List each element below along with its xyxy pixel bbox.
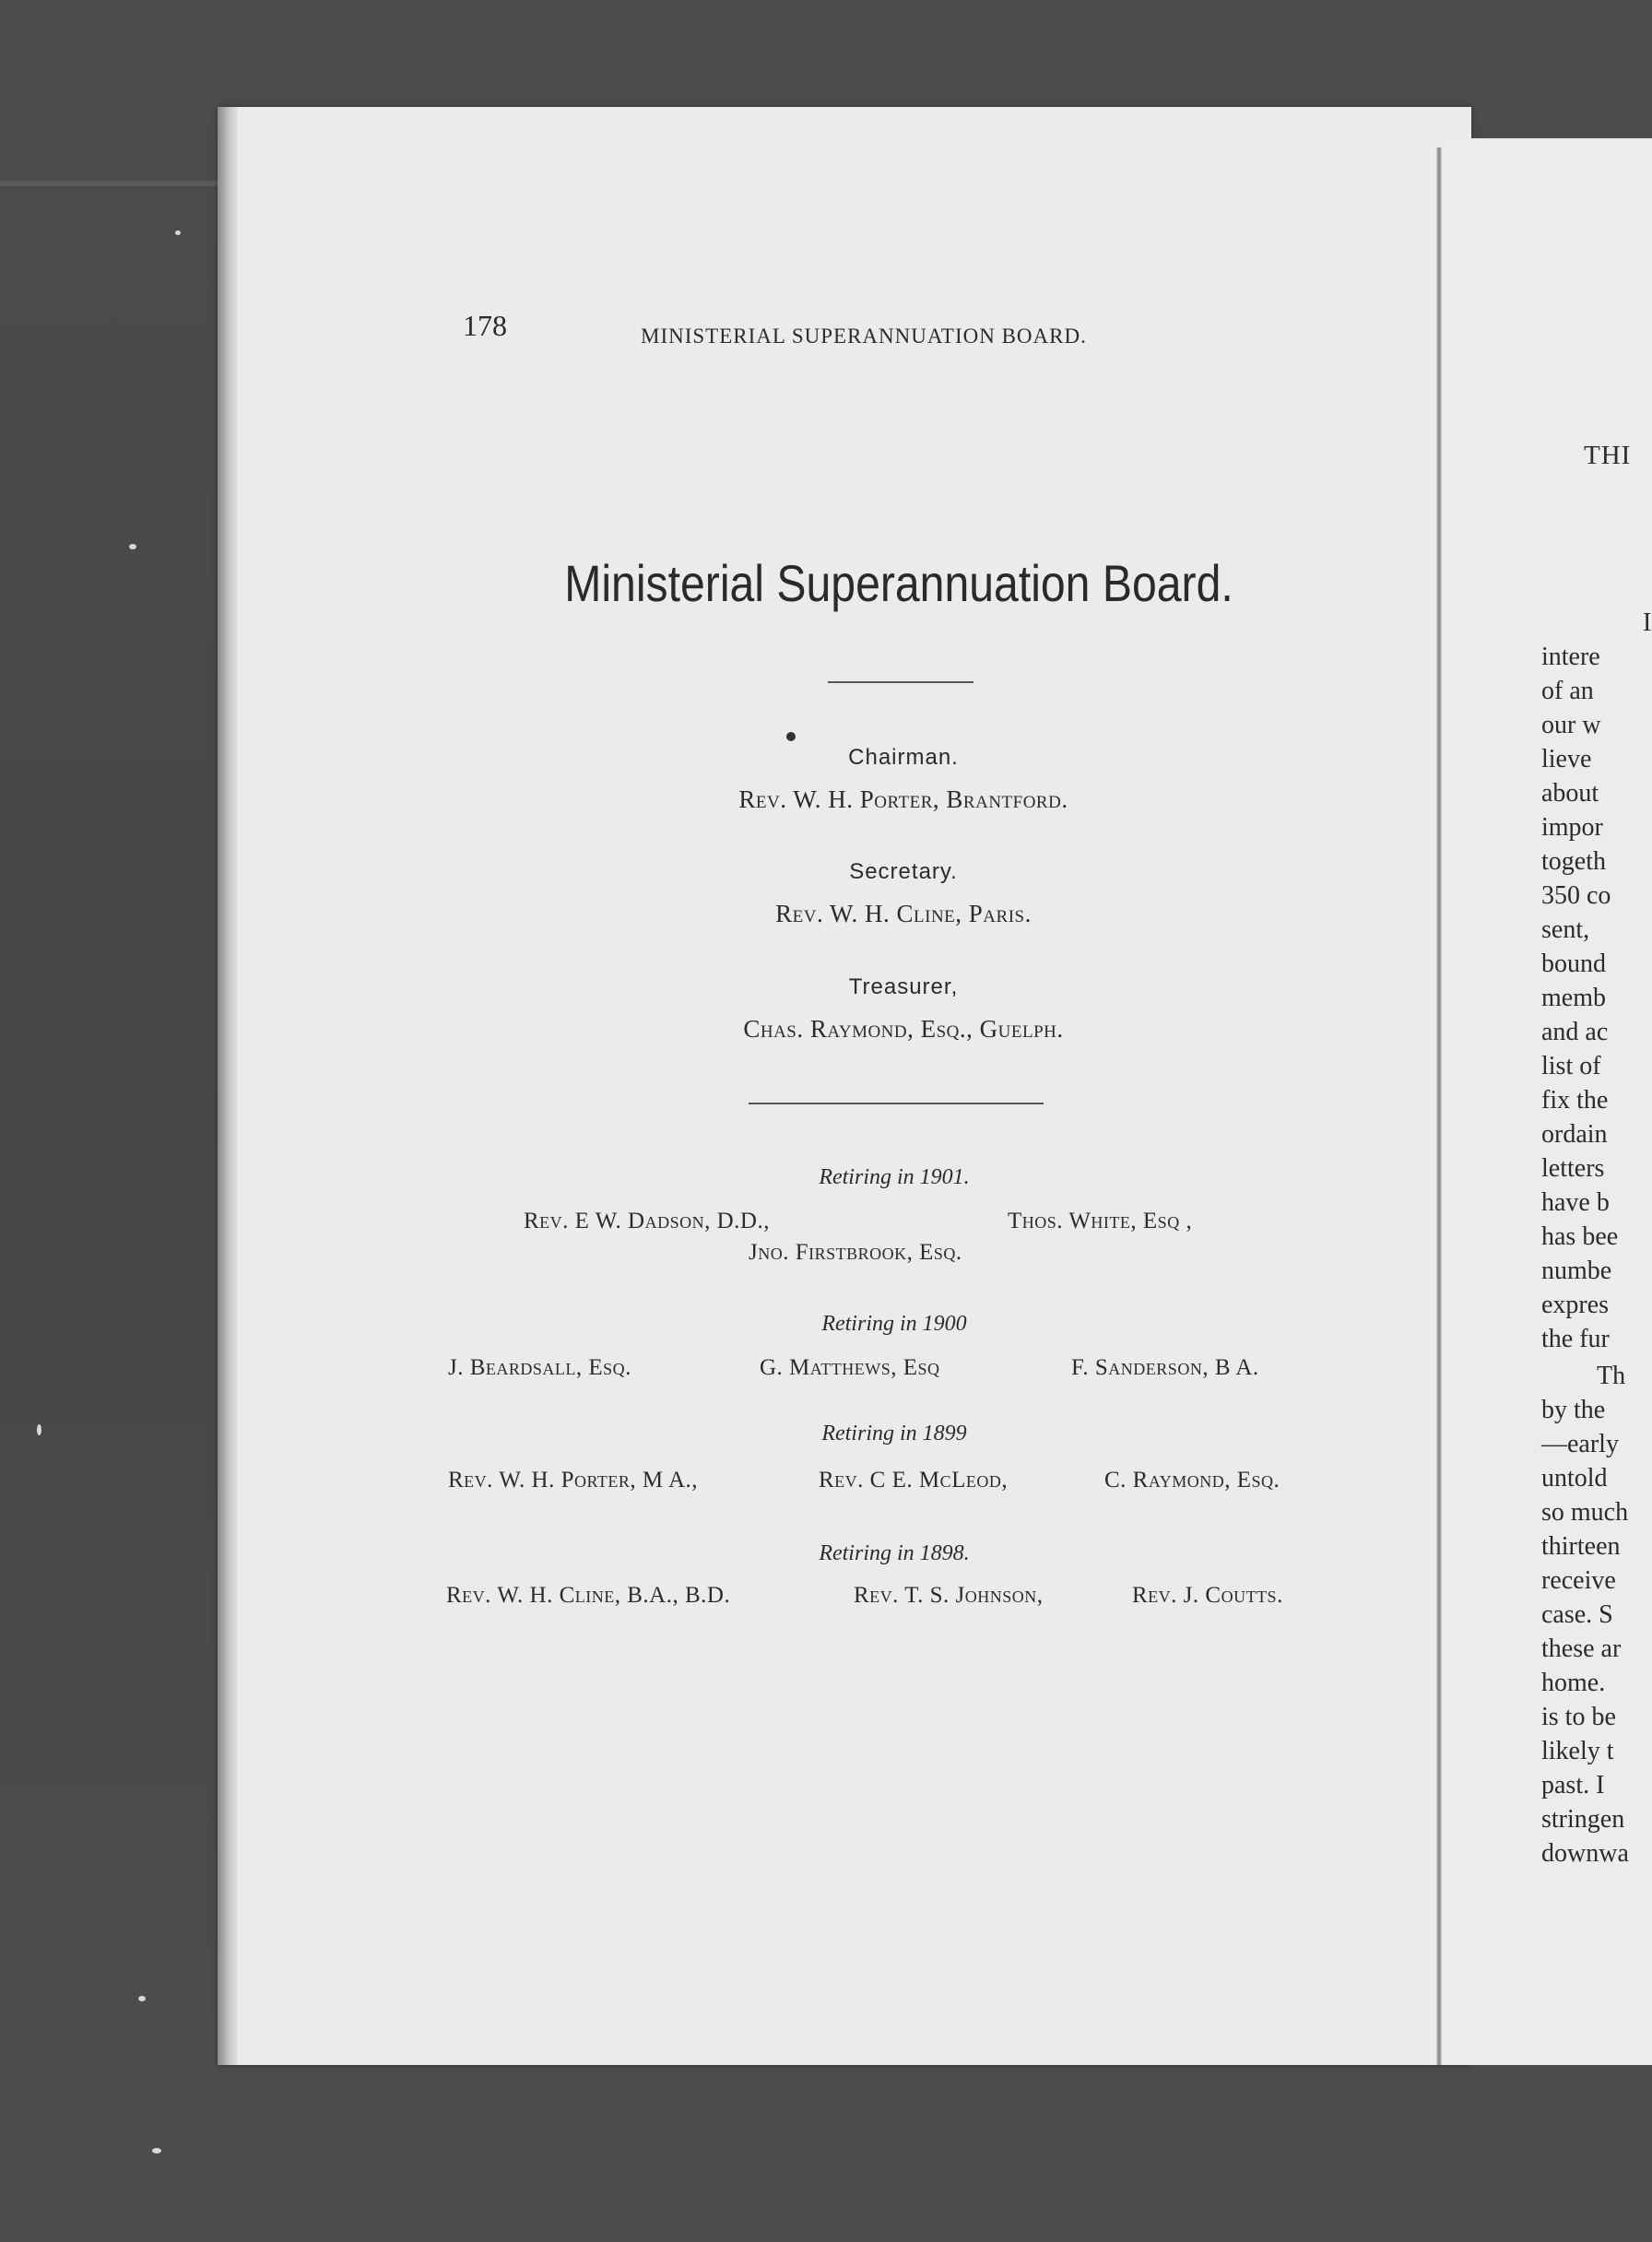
retiring-label-1900: Retiring in 1900 — [821, 1312, 967, 1336]
bullet-mark — [786, 732, 796, 741]
left-page-edge — [218, 107, 238, 2065]
right-page-line: home. — [1541, 1669, 1606, 1697]
right-page-line: so much — [1541, 1498, 1629, 1527]
right-page-line: by the — [1541, 1396, 1606, 1424]
retiring-label-1898: Retiring in 1898. — [819, 1541, 970, 1565]
right-page-line: ordain — [1541, 1120, 1608, 1149]
right-page-line: numbe — [1541, 1257, 1612, 1285]
right-page-line: memb — [1541, 984, 1606, 1012]
member-name: Rev. J. Coutts. — [1132, 1583, 1283, 1608]
right-page-line: case. S — [1541, 1600, 1613, 1629]
right-page-line: Th — [1597, 1362, 1626, 1390]
right-page-line: past. I — [1541, 1771, 1605, 1800]
right-page-line: about — [1541, 779, 1599, 808]
running-head: MINISTERIAL SUPERANNUATION BOARD. — [641, 324, 1087, 348]
member-name: Jno. Firstbrook, Esq. — [749, 1240, 962, 1265]
member-name: Rev. W. H. Porter, M A., — [448, 1468, 699, 1493]
right-page-line: 350 co — [1541, 881, 1611, 910]
right-page-line: sent, — [1541, 915, 1590, 944]
officer-role-treasurer: Treasurer, — [848, 974, 959, 999]
retiring-label-1899: Retiring in 1899 — [821, 1422, 967, 1446]
right-page-line: thirteen — [1541, 1532, 1621, 1561]
title-rule — [828, 681, 974, 683]
officer-name-chairman: Rev. W. H. Porter, Brantford. — [738, 785, 1068, 813]
right-page-line: untold — [1541, 1464, 1608, 1493]
page-title: Ministerial Superannuation Board. — [564, 554, 1233, 612]
right-page-line: stringen — [1541, 1805, 1625, 1834]
officer-role-chairman: Chairman. — [848, 745, 959, 770]
left-page — [218, 107, 1471, 2065]
right-page-line: and ac — [1541, 1018, 1609, 1046]
right-page-line: letters — [1541, 1154, 1605, 1183]
right-page-line: these ar — [1541, 1634, 1622, 1663]
member-name: G. Matthews, Esq — [760, 1355, 940, 1380]
dust-speck — [129, 544, 136, 549]
retiring-label-1901: Retiring in 1901. — [819, 1165, 970, 1189]
right-page-line: receive — [1541, 1566, 1616, 1595]
member-name: Rev. C E. McLeod, — [819, 1468, 1009, 1493]
right-page-line: likely t — [1541, 1737, 1614, 1765]
officer-name-secretary: Rev. W. H. Cline, Paris. — [775, 900, 1032, 927]
right-page-line: downwa — [1541, 1839, 1629, 1868]
right-page-line: is to be — [1541, 1703, 1616, 1731]
member-name: J. Beardsall, Esq. — [448, 1355, 631, 1380]
dust-speck — [37, 1424, 41, 1435]
member-name: C. Raymond, Esq. — [1104, 1468, 1280, 1493]
right-page-line: have b — [1541, 1188, 1610, 1217]
right-page-line: intere — [1541, 643, 1600, 671]
right-page-line: togeth — [1541, 847, 1606, 876]
right-page-line: lieve — [1541, 745, 1592, 773]
right-page-line: our w — [1541, 711, 1601, 739]
right-page-line: I — [1643, 608, 1652, 637]
dust-speck — [138, 1996, 146, 2001]
member-name: Thos. White, Esq , — [1008, 1209, 1193, 1233]
right-page-line: expres — [1541, 1291, 1610, 1319]
right-page-line: fix the — [1541, 1086, 1609, 1115]
right-page-line: has bee — [1541, 1222, 1619, 1251]
right-page-heading: THI — [1584, 441, 1632, 470]
member-name: Rev. E W. Dadson, D.D., — [524, 1209, 770, 1233]
book-gutter — [1436, 148, 1442, 2065]
right-page-line: impor — [1541, 813, 1603, 842]
dust-speck — [152, 2148, 161, 2154]
dust-speck — [175, 230, 181, 235]
officer-role-secretary: Secretary. — [849, 859, 958, 884]
page-number: 178 — [463, 309, 507, 342]
officer-name-treasurer: Chas. Raymond, Esq., Guelph. — [743, 1015, 1064, 1043]
right-page-line: bound — [1541, 950, 1606, 978]
right-page-line: the fur — [1541, 1325, 1610, 1353]
right-page-line: list of — [1541, 1052, 1601, 1080]
member-name: Rev. W. H. Cline, B.A., B.D. — [446, 1583, 731, 1608]
right-page-line: of an — [1541, 677, 1594, 705]
right-page-line: —early — [1541, 1430, 1619, 1458]
section-rule — [749, 1103, 1044, 1104]
member-name: F. Sanderson, B A. — [1071, 1355, 1259, 1380]
member-name: Rev. T. S. Johnson, — [854, 1583, 1044, 1608]
